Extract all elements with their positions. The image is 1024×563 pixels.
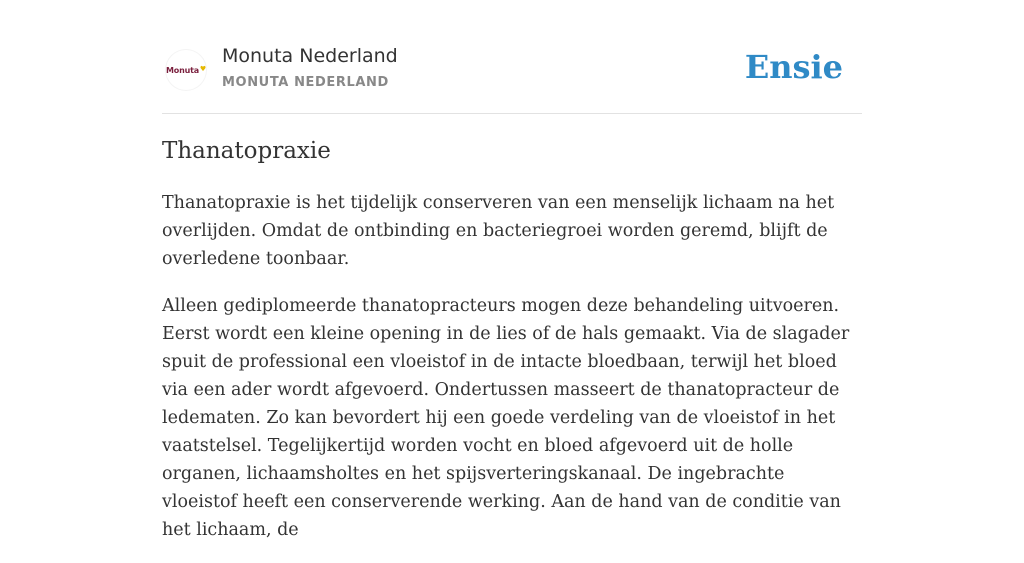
organization-subtitle: MONUTA NEDERLAND bbox=[222, 75, 389, 90]
content-container bbox=[162, 0, 862, 540]
header bbox=[162, 0, 862, 114]
article-paragraph: Thanatopraxie is het tijdelijk conserveren van een menselijk lichaam na het overlijden. Omdat de ontbinding en bacteriegroei worden geremd, blijft de overledene toonbaar. bbox=[162, 193, 835, 269]
page-title: Thanatopraxie bbox=[162, 138, 331, 164]
organization-name[interactable]: Monuta Nederland bbox=[222, 45, 398, 67]
monuta-logo[interactable] bbox=[166, 50, 206, 90]
heart-icon: ♥ bbox=[199, 64, 206, 73]
logo-text: Monuta bbox=[166, 65, 199, 75]
ensie-brand-logo[interactable]: Ensie bbox=[744, 48, 843, 86]
article-paragraph: Alleen gediplomeerde thanatopracteurs mogen deze behandeling uitvoeren. Eerst wordt een kleine opening in de lies of de hals gemaakt. Via de slagader spuit de professional een vloeistof in de intacte bloedbaan, terwijl het bloed via een ader wordt afgevoerd. Ondertussen masseert de thanatopracteur de ledematen. Zo kan bevordert hij een goede verdeling van de vloeistof in het vaatstelsel. Tegelijkertijd worden vocht en bloed afgevoerd uit de holle organen, lichaamsholtes en het spijsverteringskanaal. De ingebrachte vloeistof heeft een conserverende werking. Aan de hand van de conditie van het lichaam, de bbox=[162, 296, 850, 540]
article-body bbox=[162, 189, 862, 563]
